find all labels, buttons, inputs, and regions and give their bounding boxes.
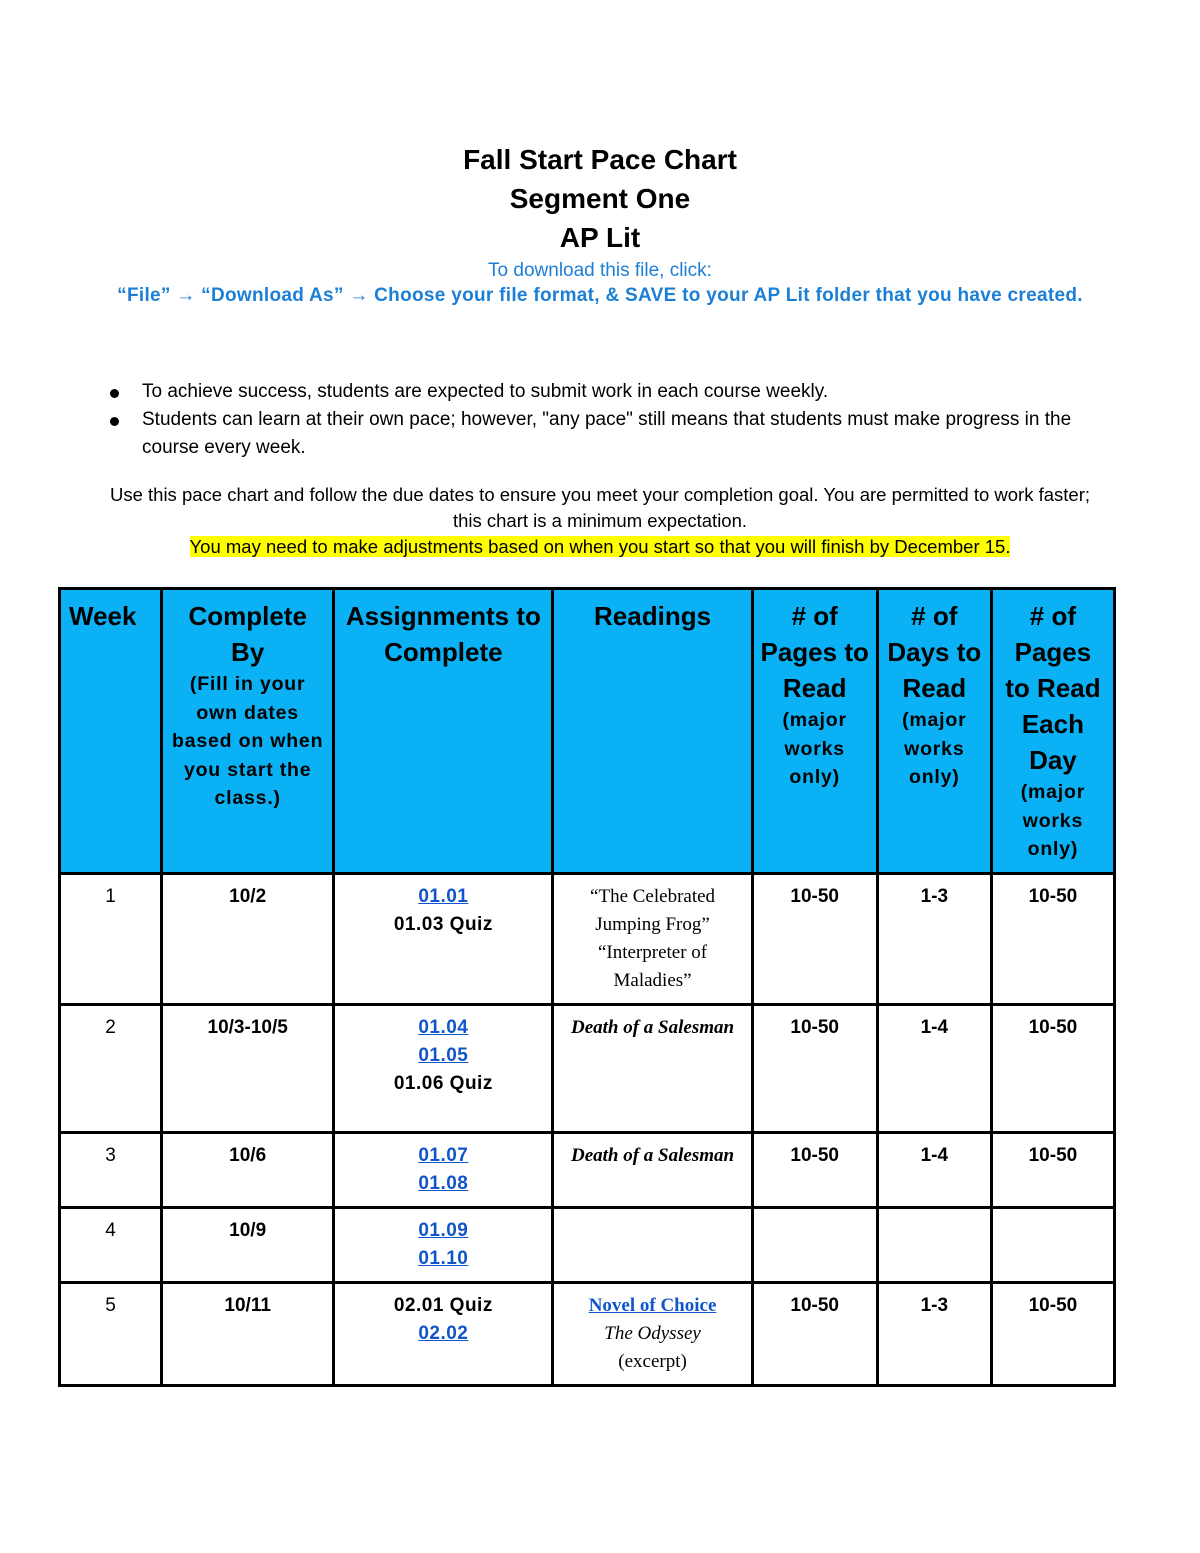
list-item-text: Students can learn at their own pace; however, "any pace" still means that students must make progress in the course every week. [142,409,1072,458]
table-header-row [60,589,1115,874]
header-pages: # of Pages to Read (major works only) [752,589,877,874]
days-cell: 1-3 [877,873,991,1004]
per-day-cell [991,1207,1114,1282]
pages-cell: 10-50 [752,873,877,1004]
assignment-link[interactable]: 01.10 [418,1247,469,1269]
highlighted-note: You may need to make adjustments based on when you start so that you will finish by December 15. [189,536,1011,557]
instruction-line: Use this pace chart and follow the due dates to ensure you meet your completion goal. You are permitted to work faster; [109,484,1091,505]
per-day-cell: 10-50 [991,1132,1114,1207]
list-item-text: To achieve success, students are expected to submit work in each course weekly. [142,381,829,402]
page-title: Fall Start Pace Chart [463,144,737,175]
header-note: (Fill in your own dates based on when you start the class.) [172,673,324,809]
assignment-link[interactable]: 01.01 [418,885,469,907]
days-cell: 1-4 [877,1132,991,1207]
assignment-link[interactable]: 01.08 [418,1172,469,1194]
reading-title: Death of a Salesman [570,1144,735,1166]
course-title: AP Lit [559,222,641,253]
assignment-link[interactable]: 01.05 [418,1044,469,1066]
reading-link[interactable]: Novel of Choice [588,1294,717,1316]
reading-note: (excerpt) [618,1350,687,1372]
readings-cell [553,873,752,1004]
table-row [60,1207,1115,1282]
reading-title: Death of a Salesman [570,1016,735,1038]
expectations-list [108,378,1128,462]
assignments-cell [334,873,553,1004]
bullet-icon [110,389,119,398]
header-days: # of Days to Read (major works only) [877,589,991,874]
assignments-cell [334,1132,553,1207]
assignments-cell [334,1207,553,1282]
readings-cell [553,1207,752,1282]
assignment-link[interactable]: 01.04 [418,1016,469,1038]
pages-cell: 10-50 [752,1282,877,1385]
days-cell [877,1207,991,1282]
header-readings: Readings [553,589,752,874]
assignment-link[interactable]: 02.02 [418,1322,469,1344]
days-cell: 1-4 [877,1004,991,1132]
assignments-cell [334,1282,553,1385]
header-note: (major works only) [782,709,847,788]
instruction-line: this chart is a minimum expectation. [452,510,748,531]
reading-title: “Interpreter of Maladies” [597,941,708,991]
assignment-text: 01.06 Quiz [393,1072,493,1094]
pages-cell [752,1207,877,1282]
assignments-cell [334,1004,553,1132]
list-item [108,378,1128,406]
download-steps: “File” → “Download As” → Choose your file format, & SAVE to your AP Lit folder that you have created. [117,285,1083,306]
week-cell: 1 [60,873,162,1004]
per-day-cell: 10-50 [991,1282,1114,1385]
readings-cell [553,1282,752,1385]
header-pages-per-day: # of Pages to Read Each Day (major works only) [991,589,1114,874]
segment-title: Segment One [509,183,691,214]
assignment-text: 02.01 Quiz [393,1294,493,1316]
assignment-text: 01.03 Quiz [393,913,493,935]
download-instructions: To download this file, click: [488,260,712,281]
pages-cell: 10-50 [752,1132,877,1207]
pace-instructions [60,482,1140,560]
complete-by-cell: 10/11 [162,1282,334,1385]
header-week: Week [60,589,162,874]
pace-chart-table [58,587,1116,1387]
assignment-link[interactable]: 01.07 [418,1144,469,1166]
complete-by-cell: 10/3-10/5 [162,1004,334,1132]
reading-title: The Odyssey [604,1322,701,1344]
per-day-cell: 10-50 [991,873,1114,1004]
bullet-icon [110,417,119,426]
header-note: (major works only) [902,709,967,788]
header-note: (major works only) [1020,781,1086,860]
days-cell: 1-3 [877,1282,991,1385]
table-row [60,1004,1115,1132]
week-cell: 5 [60,1282,162,1385]
document-header [0,140,1200,309]
table-row [60,873,1115,1004]
assignment-link[interactable]: 01.09 [418,1219,469,1241]
table-row [60,1282,1115,1385]
header-assignments: Assignments to Complete [334,589,553,874]
complete-by-cell: 10/2 [162,873,334,1004]
per-day-cell: 10-50 [991,1004,1114,1132]
readings-cell [553,1004,752,1132]
complete-by-cell: 10/6 [162,1132,334,1207]
week-cell: 3 [60,1132,162,1207]
table-row [60,1132,1115,1207]
readings-cell [553,1132,752,1207]
week-cell: 4 [60,1207,162,1282]
pages-cell: 10-50 [752,1004,877,1132]
complete-by-cell: 10/9 [162,1207,334,1282]
header-complete-by: Complete By (Fill in your own dates based on when you start the class.) [162,589,334,874]
reading-title: “The Celebrated Jumping Frog” [590,885,716,935]
week-cell: 2 [60,1004,162,1132]
list-item [108,406,1128,462]
